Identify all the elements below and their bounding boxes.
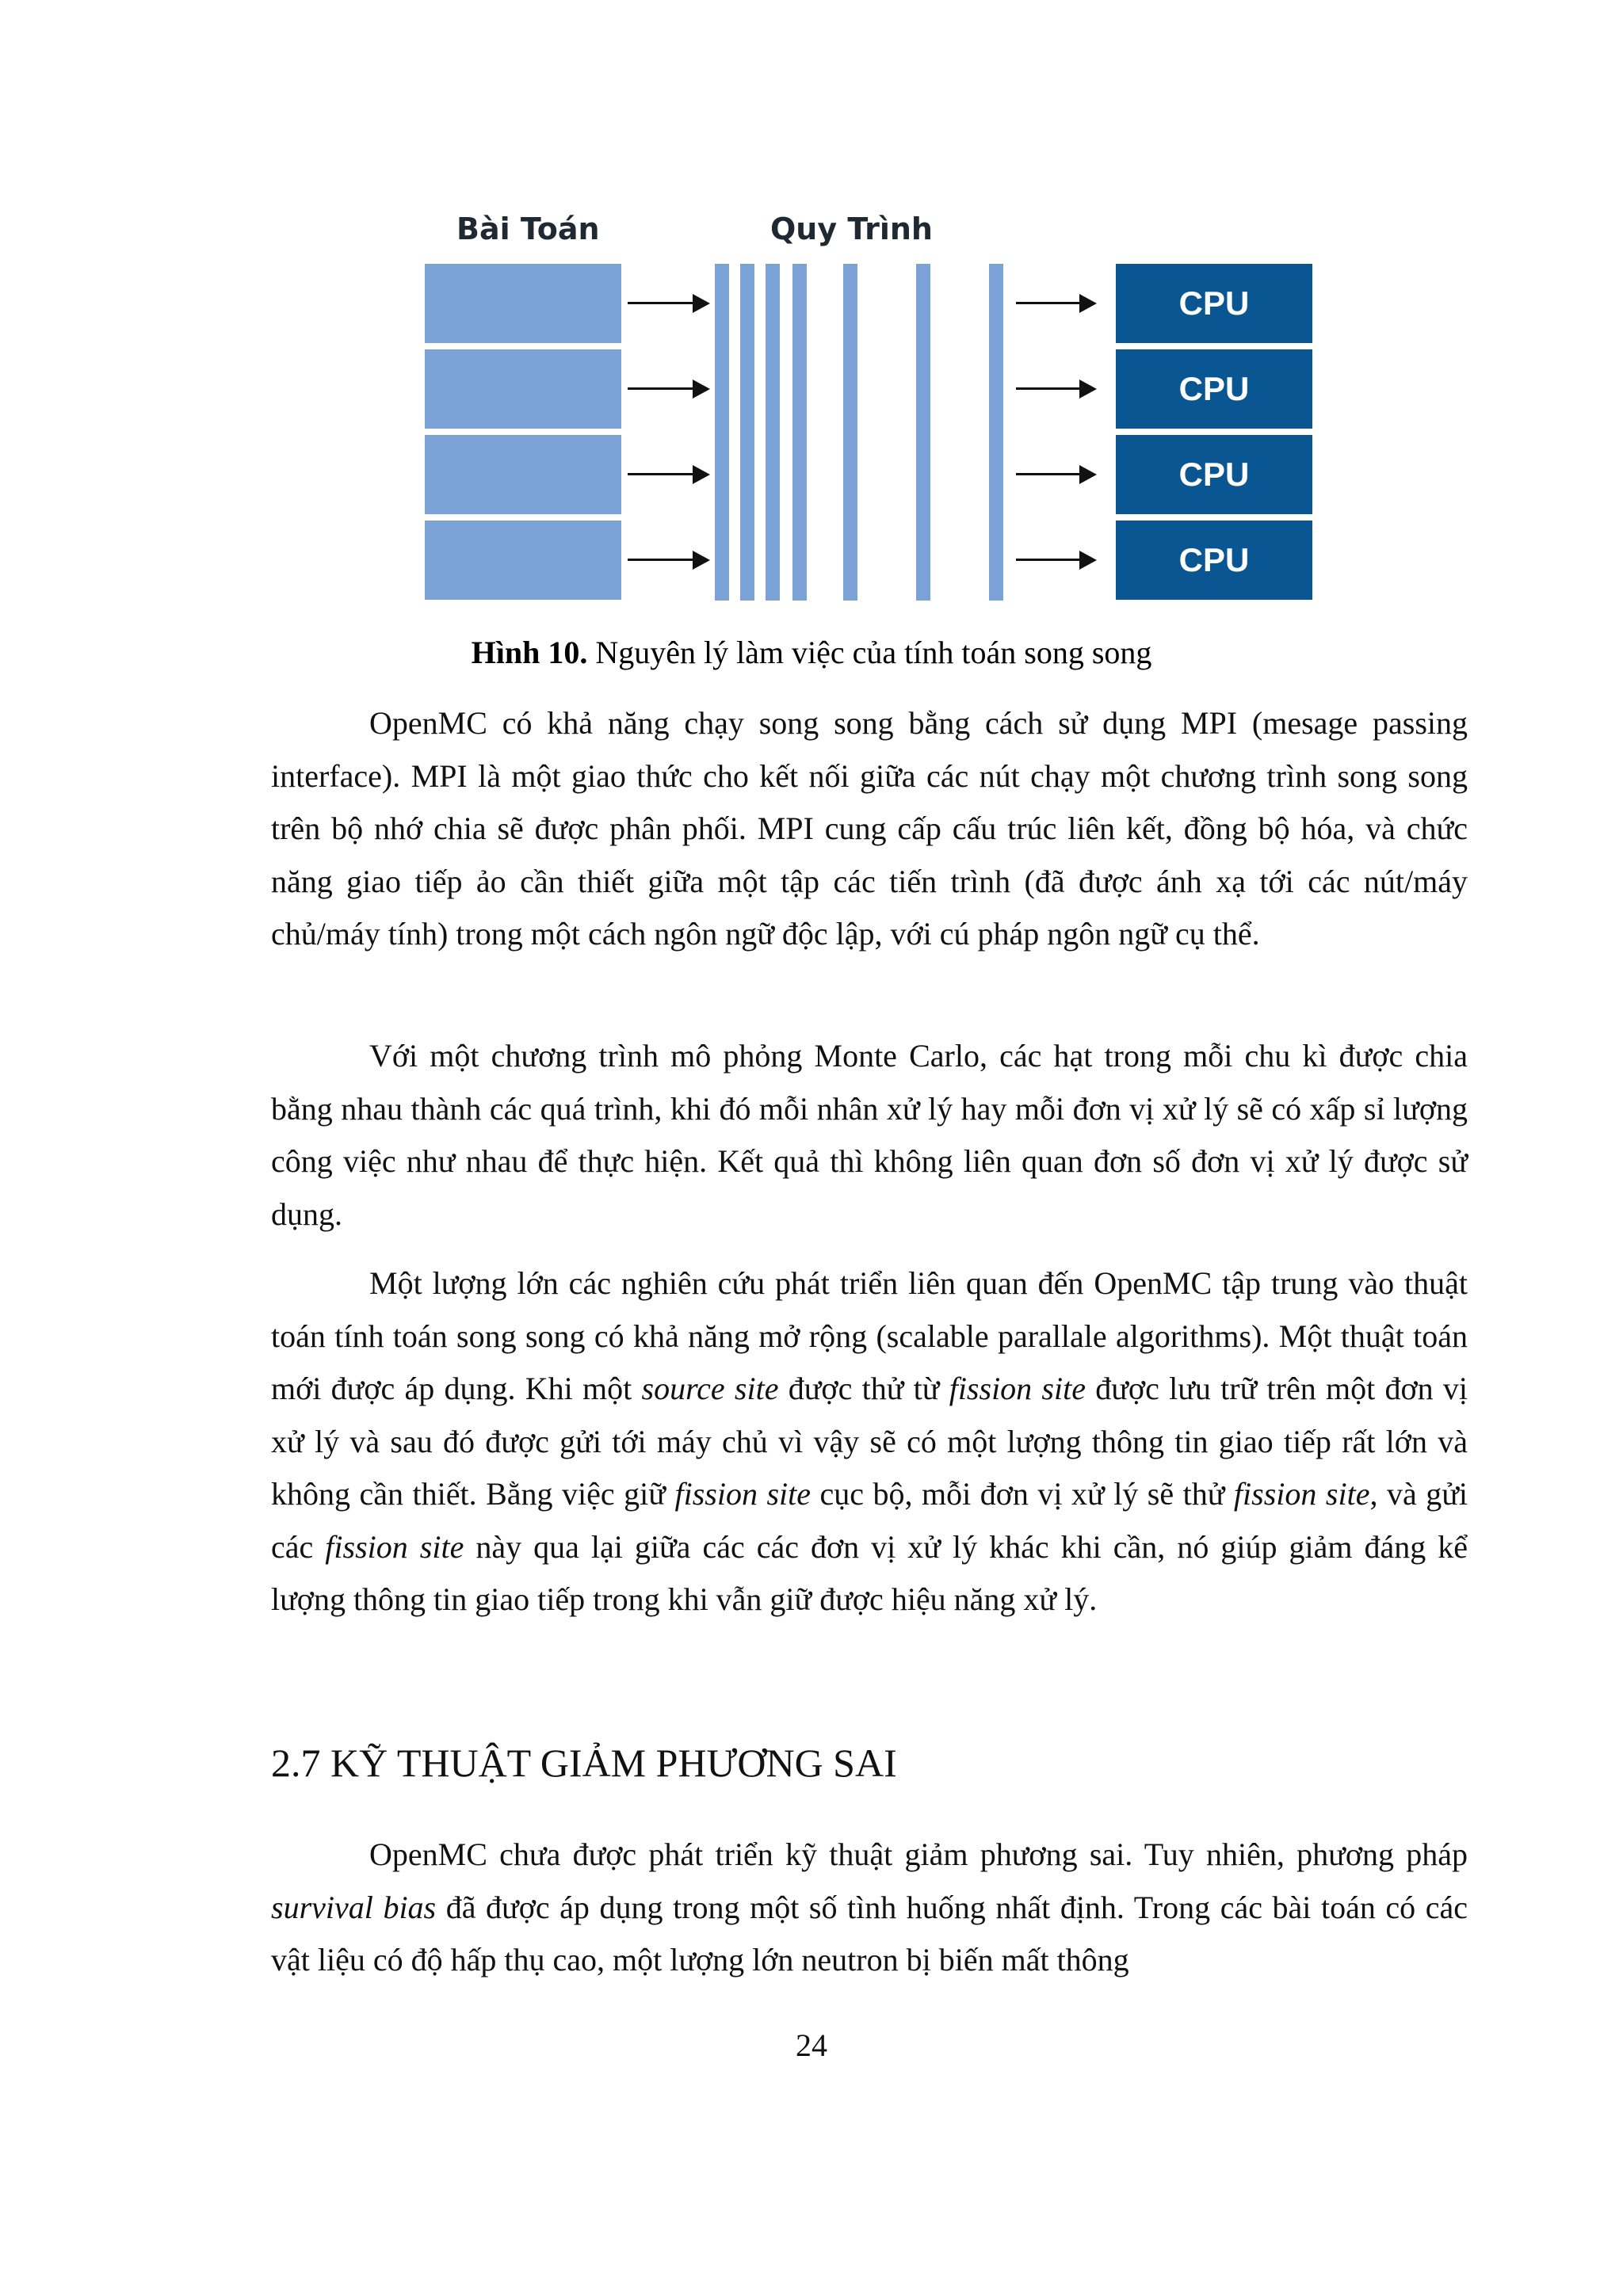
arrow-right-icon	[1016, 465, 1095, 484]
text-run: được thử từ	[778, 1371, 949, 1406]
section-heading: 2.7 KỸ THUẬT GIẢM PHƯƠNG SAI	[271, 1741, 897, 1785]
figure-label-process: Quy Trình	[770, 212, 933, 246]
arrow-right-icon	[628, 294, 708, 313]
figure-label-problem: Bài Toán	[456, 212, 600, 246]
parallel-computing-figure	[412, 202, 1331, 606]
arrow-right-icon	[628, 551, 708, 570]
arrow-right-icon	[628, 379, 708, 399]
arrow-right-icon	[1016, 379, 1095, 399]
problem-block	[425, 521, 621, 600]
italic-term: fission site	[674, 1476, 811, 1512]
text-run: cục bộ, mỗi đơn vị xử lý sẽ thử	[811, 1476, 1234, 1512]
italic-term: fission site	[325, 1528, 464, 1565]
problem-block	[425, 435, 621, 514]
figure-caption	[0, 634, 1623, 671]
body-paragraph	[271, 1829, 1468, 1987]
cpu-block: CPU	[1116, 264, 1312, 343]
process-bar	[916, 264, 930, 601]
cpu-block: CPU	[1116, 521, 1312, 600]
italic-term: survival bias	[271, 1889, 437, 1925]
cpu-block: CPU	[1116, 435, 1312, 514]
text-run: đã được áp dụng trong một số tình huống nhất định. Trong các bài toán có các vật liệu có độ hấp thụ cao, một lượng lớn neutron bị biến mất thông	[271, 1889, 1468, 1978]
text-run: Một lượng lớn các nghiên cứu phát triển liên quan đến OpenMC tập trung vào thuật toán tính toán song song có khả năng mở rộng (scalable parallale algorithms). Một thuật toán mới được áp dụng. Khi một	[271, 1265, 1468, 1406]
process-bar	[989, 264, 1003, 601]
caption-text: Nguyên lý làm việc của tính toán song song	[587, 635, 1152, 670]
italic-term: source site	[641, 1371, 779, 1406]
arrow-right-icon	[628, 465, 708, 484]
cpu-block: CPU	[1116, 349, 1312, 429]
process-bar	[792, 264, 807, 601]
italic-term: fission site	[1233, 1476, 1370, 1512]
caption-lead: Hình 10.	[471, 635, 588, 670]
process-bar	[843, 264, 857, 601]
problem-block	[425, 349, 621, 429]
process-bar	[766, 264, 780, 601]
italic-term: fission site	[949, 1371, 1086, 1406]
text-run: được lưu trữ trên một đơn vị xử lý và sau đó được gửi tới máy chủ vì vậy sẽ có một lượng thông tin giao tiếp rất lớn và không cần thiết. Bằng việc giữ	[271, 1371, 1468, 1512]
problem-block	[425, 264, 621, 343]
process-bar	[740, 264, 754, 601]
process-bar	[715, 264, 729, 601]
text-run: này qua lại giữa các các đơn vị xử lý khác khi cần, nó giúp giảm đáng kể lượng thông tin giao tiếp trong khi vẫn giữ được hiệu năng xử lý.	[271, 1528, 1468, 1617]
body-paragraph: OpenMC có khả năng chạy song song bằng cách sử dụng MPI (mesage passing interface). MPI là một giao thức cho kết nối giữa các nút chạy một chương trình song song trên bộ nhớ chia sẽ được phân phối. MPI cung cấp cấu trúc liên kết, đồng bộ hóa, và chức năng giao tiếp ảo cần thiết giữa một tập các tiến trình (đã được ánh xạ tới các nút/máy chủ/máy tính) trong một cách ngôn ngữ độc lập, với cú pháp ngôn ngữ cụ thể.	[271, 705, 1468, 952]
body-paragraph	[271, 1257, 1468, 1627]
body-paragraph: Với một chương trình mô phỏng Monte Carlo, các hạt trong mỗi chu kì được chia bằng nhau thành các quá trình, khi đó mỗi nhân xử lý hay mỗi đơn vị xử lý sẽ có xấp sỉ lượng công việc như nhau để thực hiện. Kết quả thì không liên quan đơn số đơn vị xử lý được sử dụng.	[271, 1038, 1468, 1232]
arrow-right-icon	[1016, 294, 1095, 313]
text-run: OpenMC chưa được phát triển kỹ thuật giảm phương sai. Tuy nhiên, phương pháp	[369, 1836, 1468, 1872]
text-run: , và gửi các	[271, 1476, 1468, 1565]
arrow-right-icon	[1016, 551, 1095, 570]
page-number: 24	[796, 2027, 827, 2063]
